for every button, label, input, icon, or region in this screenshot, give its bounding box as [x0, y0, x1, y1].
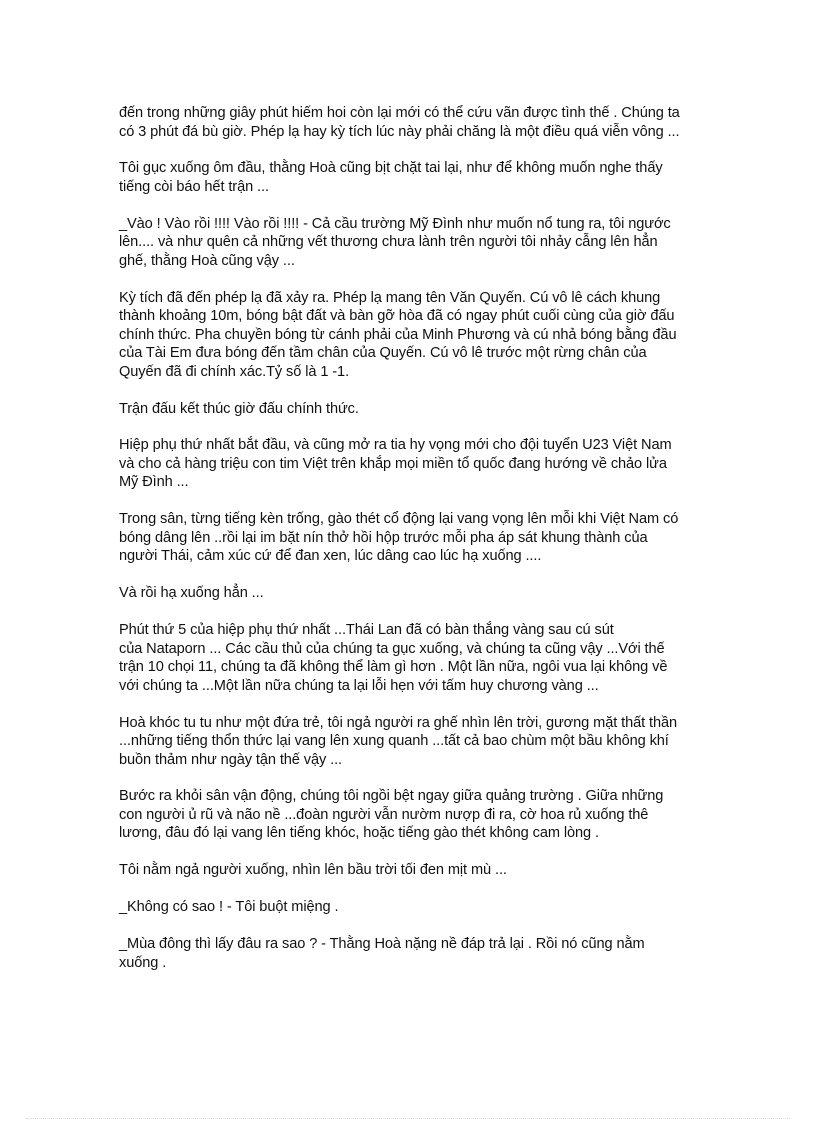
paragraph: Hiệp phụ thứ nhất bắt đầu, và cũng mở ra tia hy vọng mới cho đội tuyển U23 Việt Nam và cho cả hàng triệu con tim Việt trên khắp mọi miền tổ quốc đang hướng về chảo lửa Mỹ Đình ...: [119, 437, 672, 491]
paragraph: Hoà khóc tu tu như một đứa trẻ, tôi ngả người ra ghế nhìn lên trời, gương mặt thất thần ...những tiếng thổn thức lại vang lên xung quanh ...tất cả bao chùm một bầu không khí buồn thảm như ngày tận thế vậy ...: [119, 714, 678, 768]
document-body: [119, 104, 705, 990]
paragraph: _Mùa đông thì lấy đâu ra sao ? - Thằng Hoà nặng nề đáp trả lại . Rồi nó cũng nằm xuống .: [119, 936, 645, 971]
paragraph: Và rồi hạ xuống hẳn ...: [119, 585, 264, 602]
page-bottom-edge: [26, 1118, 790, 1119]
paragraph: Tôi nằm ngả người xuống, nhìn lên bầu trời tối đen mịt mù ...: [119, 862, 507, 879]
paragraph: Bước ra khỏi sân vận động, chúng tôi ngồi bệt ngay giữa quảng trường . Giữa những con người ủ rũ và não nề ...đoàn người vẫn nườm nượp đi ra, cờ hoa rủ xuống thê lương, đâu đó lại vang lên tiếng khóc, hoặc tiếng gào thét không cam lòng .: [119, 788, 664, 842]
paragraph: _Vào ! Vào rồi !!!! Vào rồi !!!! - Cả cầu trường Mỹ Đình như muốn nổ tung ra, tôi ngước lên.... và như quên cả những vết thương chưa lành trên người tôi nhảy cẫng lên hẳn ghế, thằng Hoà cũng vậy ...: [119, 215, 671, 269]
paragraph: Tôi gục xuống ôm đầu, thằng Hoà cũng bịt chặt tai lại, như để không muốn nghe thấy tiếng còi báo hết trận ...: [119, 160, 663, 195]
paragraph: Kỳ tích đã đến phép lạ đã xảy ra. Phép lạ mang tên Văn Quyến. Cú vô lê cách khung thành khoảng 10m, bóng bật đất và bàn gỡ hòa đã có ngay phút cuối cùng của giờ đấu chính thức. Pha chuyền bóng từ cánh phải của Minh Phương và cú nhả bóng bằng đầu của Tài Em đưa bóng đến tầm chân của Quyến. Cú vô lê trước một rừng chân của Quyến đã đi chính xác.Tỷ số là 1 -1.: [119, 289, 677, 380]
paragraph: _Không có sao ! - Tôi buột miệng .: [119, 899, 339, 916]
paragraph: Trong sân, từng tiếng kèn trống, gào thét cổ động lại vang vọng lên mỗi khi Việt Nam có bóng dâng lên ..rồi lại im bặt nín thở hồi hộp trước mỗi pha áp sát khung thành của người Thái, cảm xúc cứ để đan xen, lúc dâng cao lúc hạ xuống ....: [119, 511, 679, 565]
paragraph: đến trong những giây phút hiếm hoi còn lại mới có thể cứu vãn được tình thế . Chúng ta có 3 phút đá bù giờ. Phép lạ hay kỳ tích lúc này phải chăng là một điều quá viễn vông ...: [119, 105, 680, 140]
paragraph: Phút thứ 5 của hiệp phụ thứ nhất ...Thái Lan đã có bàn thắng vàng sau cú sút của Nataporn ... Các cầu thủ của chúng ta gục xuống, và chúng ta cũng vậy ...Với thế trận 10 chọi 11, chúng ta đã không thể làm gì hơn . Một lần nữa, ngôi vua lại không về với chúng ta ...Một lần nữa chúng ta lại lỗi hẹn với tấm huy chương vàng ...: [119, 622, 668, 694]
paragraph: Trận đấu kết thúc giờ đấu chính thức.: [119, 400, 359, 417]
